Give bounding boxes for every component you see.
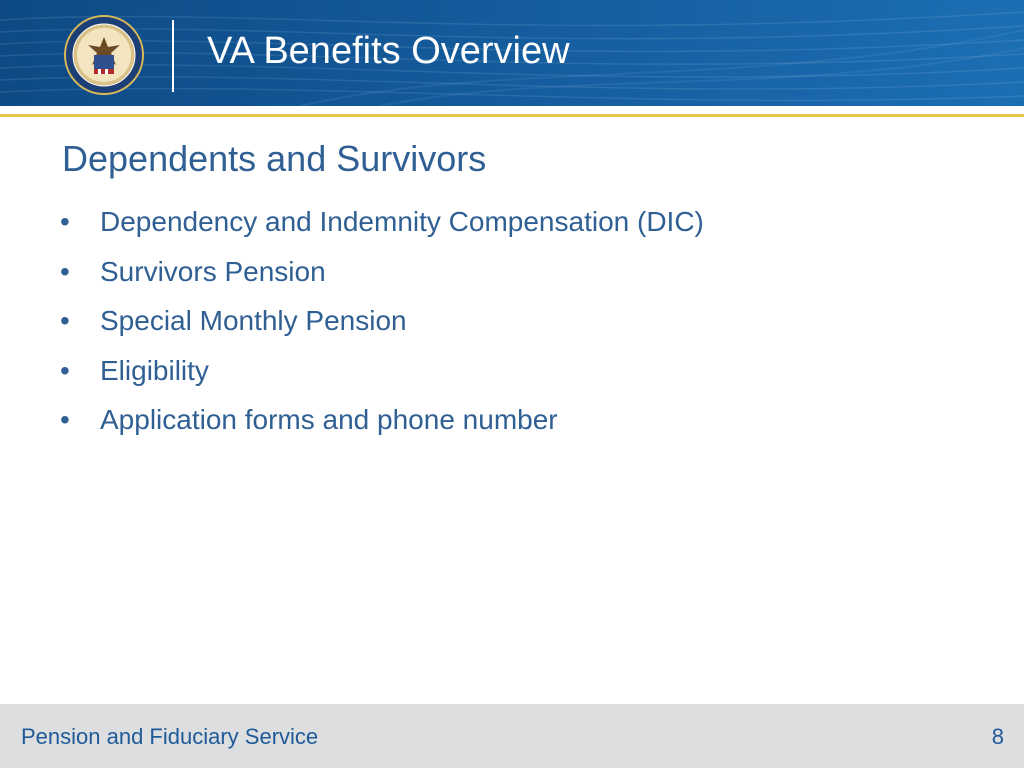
page-number: 8 — [991, 724, 1004, 749]
bullet-icon: • — [60, 255, 70, 287]
deck-title: VA Benefits Overview — [207, 30, 570, 72]
bullet-text: Eligibility — [100, 354, 209, 386]
footer-service-name: Pension and Fiduciary Service — [21, 724, 319, 749]
header-divider-bar — [172, 20, 174, 92]
bullet-text: Survivors Pension — [100, 255, 326, 287]
bullet-text: Dependency and Indemnity Compensation (DIC) — [100, 206, 704, 237]
bullet-text: Application forms and phone number — [100, 404, 558, 435]
va-seal-icon — [64, 15, 144, 95]
slide-title: Dependents and Survivors — [62, 138, 487, 179]
gold-divider-line — [0, 114, 1024, 117]
header-banner — [0, 0, 1024, 106]
header-white-gap — [0, 106, 1024, 112]
bullet-icon: • — [60, 404, 70, 435]
bullet-icon: • — [60, 305, 70, 336]
bullet-text: Special Monthly Pension — [100, 305, 407, 336]
bullet-icon: • — [60, 354, 70, 386]
bullet-icon: • — [60, 206, 70, 237]
